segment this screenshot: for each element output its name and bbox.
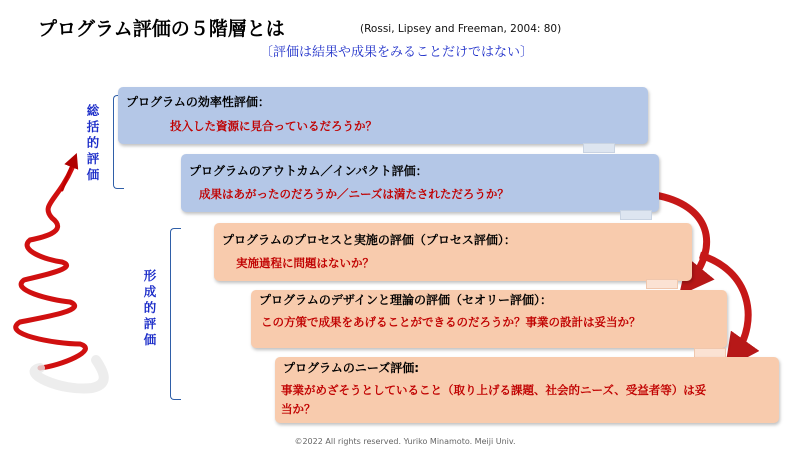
spiral-ribbon-icon	[16, 160, 104, 389]
level-heading: プログラムのアウトカム／インパクト評価：	[189, 164, 428, 178]
level-heading: プログラムのニーズ評価:	[283, 361, 420, 375]
formative-bracket	[170, 228, 181, 400]
level-heading: プログラムのプロセスと実施の評価（プロセス評価）：	[222, 233, 516, 247]
box-tab	[620, 210, 652, 220]
level-question: 成果はあがったのだろうか／ニーズは満たされただろうか？	[199, 187, 509, 201]
level-theory-box	[251, 290, 727, 348]
page-title: プログラム評価の５階層とは	[38, 18, 285, 40]
level-efficiency-box	[118, 87, 648, 144]
level-question: 投入した資源に見合っているだろうか？	[170, 119, 377, 133]
level-question: 事業がめざそうとしていること（取り上げる課題、社会的ニーズ、受益者等）は妥当か？	[281, 383, 707, 416]
level-heading: プログラムのデザインと理論の評価（セオリー評価）：	[259, 293, 553, 307]
level-question: 実施過程に問題はないか？	[236, 256, 374, 270]
copyright-footer: ©2022 All rights reserved. Yuriko Minamoto. Meiji Univ.	[294, 437, 516, 446]
level-needs-box	[275, 357, 779, 423]
summative-label: 総括的評価	[86, 103, 100, 182]
box-tab	[646, 279, 678, 289]
level-question: この方策で成果をあげることができるのだろうか？事業の設計は妥当か？	[261, 315, 641, 329]
level-heading: プログラムの効率性評価：	[126, 95, 270, 109]
level-process-box	[214, 223, 692, 281]
level-outcome-box	[181, 154, 659, 212]
subtitle: 〔評価は結果や成果をみることだけではない〕	[260, 45, 534, 60]
citation: (Rossi, Lipsey and Freeman, 2004: 80)	[360, 23, 562, 35]
box-tab	[583, 143, 615, 153]
formative-label: 形成的評価	[143, 268, 157, 347]
